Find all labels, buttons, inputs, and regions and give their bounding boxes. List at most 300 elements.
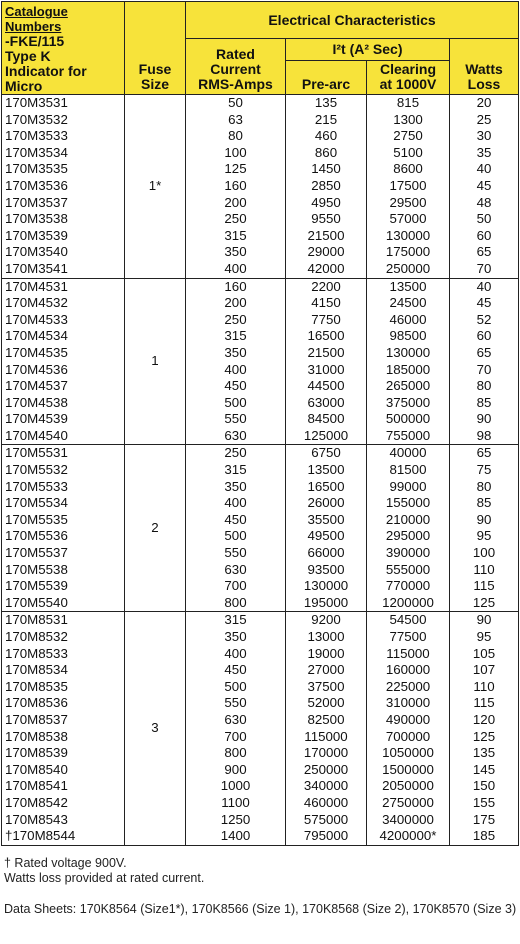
watts-loss-cell: 115 <box>450 578 519 595</box>
table-row <box>2 695 519 712</box>
clearing-cell: 46000 <box>367 312 450 329</box>
watts-loss-cell: 107 <box>450 662 519 679</box>
table-row <box>2 662 519 679</box>
catalogue-number-cell: 170M8536 <box>2 695 125 712</box>
prearc-cell: 19000 <box>286 646 367 663</box>
prearc-cell: 27000 <box>286 662 367 679</box>
prearc-cell: 52000 <box>286 695 367 712</box>
fuse-size-cell: 3 <box>125 612 186 845</box>
clearing-cell: 3400000 <box>367 812 450 829</box>
watts-loss-cell: 30 <box>450 128 519 145</box>
prearc-cell: 460 <box>286 128 367 145</box>
clearing-cell: 310000 <box>367 695 450 712</box>
watts-loss-cell: 90 <box>450 411 519 428</box>
prearc-cell: 135 <box>286 95 367 112</box>
watts-loss-cell: 52 <box>450 312 519 329</box>
watts-loss-cell: 25 <box>450 112 519 129</box>
rated-header-line: Current <box>210 61 261 77</box>
prearc-cell: 21500 <box>286 228 367 245</box>
catalogue-number-cell: 170M5531 <box>2 445 125 462</box>
catalogue-number-cell: 170M5538 <box>2 562 125 579</box>
watts-loss-cell: 85 <box>450 495 519 512</box>
catalogue-number-cell: 170M5536 <box>2 528 125 545</box>
catalogue-number-cell: 170M4540 <box>2 428 125 445</box>
catalogue-header-line: Indicator for <box>5 63 87 79</box>
fuse-size-header-line: Size <box>140 76 169 92</box>
catalogue-number-cell: 170M8534 <box>2 662 125 679</box>
table-row <box>2 362 519 379</box>
clearing-cell: 185000 <box>367 362 450 379</box>
clearing-cell: 1500000 <box>367 762 450 779</box>
rated-current-cell: 630 <box>186 562 286 579</box>
prearc-cell: 63000 <box>286 395 367 412</box>
watts-loss-cell: 60 <box>450 228 519 245</box>
prearc-cell: 125000 <box>286 428 367 445</box>
catalogue-number-cell: 170M4531 <box>2 278 125 295</box>
prearc-cell: 340000 <box>286 778 367 795</box>
clearing-header-line: at 1000V <box>379 76 437 92</box>
prearc-cell: 82500 <box>286 712 367 729</box>
clearing-cell: 390000 <box>367 545 450 562</box>
rated-current-cell: 80 <box>186 128 286 145</box>
table-row <box>2 679 519 696</box>
i2t-header: I²t (A² Sec) <box>286 39 450 61</box>
table-row <box>2 278 519 295</box>
clearing-cell: 57000 <box>367 211 450 228</box>
catalogue-number-cell: 170M8532 <box>2 629 125 646</box>
clearing-cell: 1200000 <box>367 595 450 612</box>
prearc-cell: 66000 <box>286 545 367 562</box>
prearc-cell: 16500 <box>286 479 367 496</box>
clearing-header <box>367 61 450 95</box>
rated-current-cell: 700 <box>186 729 286 746</box>
rated-current-cell: 200 <box>186 295 286 312</box>
catalogue-number-cell: 170M3532 <box>2 112 125 129</box>
catalogue-number-cell: 170M4536 <box>2 362 125 379</box>
clearing-cell: 29500 <box>367 195 450 212</box>
rated-current-cell: 315 <box>186 612 286 629</box>
watts-loss-cell: 50 <box>450 211 519 228</box>
clearing-cell: 2750000 <box>367 795 450 812</box>
watts-loss-cell: 100 <box>450 545 519 562</box>
table-row <box>2 778 519 795</box>
clearing-cell: 815 <box>367 95 450 112</box>
rated-header-line: RMS-Amps <box>198 76 273 92</box>
table-row <box>2 762 519 779</box>
clearing-cell: 2750 <box>367 128 450 145</box>
clearing-cell: 130000 <box>367 228 450 245</box>
table-row <box>2 261 519 278</box>
catalogue-number-cell: 170M5539 <box>2 578 125 595</box>
catalogue-number-cell: †170M8544 <box>2 828 125 845</box>
fuse-size-header-line: Fuse <box>138 61 172 77</box>
rated-current-cell: 350 <box>186 345 286 362</box>
watts-loss-cell: 110 <box>450 562 519 579</box>
prearc-cell: 860 <box>286 145 367 162</box>
watts-loss-cell: 115 <box>450 695 519 712</box>
watts-loss-cell: 155 <box>450 795 519 812</box>
prearc-cell: 93500 <box>286 562 367 579</box>
prearc-cell: 37500 <box>286 679 367 696</box>
prearc-cell: 170000 <box>286 745 367 762</box>
catalogue-header-line: Type K <box>5 48 51 64</box>
watts-loss-cell: 90 <box>450 512 519 529</box>
clearing-cell: 40000 <box>367 445 450 462</box>
clearing-cell: 24500 <box>367 295 450 312</box>
watts-header-line: Loss <box>467 76 501 92</box>
fuse-size-cell: 1 <box>125 278 186 445</box>
clearing-cell: 54500 <box>367 612 450 629</box>
rated-current-cell: 1100 <box>186 795 286 812</box>
prearc-cell: 13000 <box>286 629 367 646</box>
catalogue-number-cell: 170M4537 <box>2 378 125 395</box>
rated-current-cell: 160 <box>186 178 286 195</box>
watts-loss-cell: 80 <box>450 479 519 496</box>
data-sheets-line: Data Sheets: 170K8564 (Size1*), 170K8566 (Size 1), 170K8568 (Size 2), 170K8570 (Size 3) <box>4 901 517 916</box>
rated-current-cell: 160 <box>186 278 286 295</box>
catalogue-number-cell: 170M8543 <box>2 812 125 829</box>
rated-current-cell: 550 <box>186 695 286 712</box>
prearc-cell: 7750 <box>286 312 367 329</box>
prearc-cell: 6750 <box>286 445 367 462</box>
rated-current-cell: 450 <box>186 662 286 679</box>
table-row <box>2 128 519 145</box>
catalogue-number-cell: 170M3537 <box>2 195 125 212</box>
table-row <box>2 112 519 129</box>
table-row <box>2 795 519 812</box>
catalogue-number-cell: 170M4538 <box>2 395 125 412</box>
table-row <box>2 411 519 428</box>
rated-header-line: Rated <box>216 46 255 62</box>
watts-loss-cell: 105 <box>450 646 519 663</box>
table-row <box>2 595 519 612</box>
rated-current-cell: 125 <box>186 161 286 178</box>
table-row <box>2 712 519 729</box>
rated-current-cell: 630 <box>186 428 286 445</box>
rated-current-cell: 800 <box>186 595 286 612</box>
catalogue-header <box>2 2 125 95</box>
clearing-cell: 555000 <box>367 562 450 579</box>
table-row <box>2 828 519 845</box>
catalogue-number-cell: 170M5532 <box>2 462 125 479</box>
catalogue-number-cell: 170M3535 <box>2 161 125 178</box>
table-row <box>2 629 519 646</box>
clearing-cell: 4200000* <box>367 828 450 845</box>
rated-current-cell: 100 <box>186 145 286 162</box>
watts-loss-cell: 65 <box>450 244 519 261</box>
rated-current-cell: 350 <box>186 244 286 261</box>
clearing-cell: 155000 <box>367 495 450 512</box>
catalogue-number-cell: 170M8537 <box>2 712 125 729</box>
rated-current-cell: 315 <box>186 328 286 345</box>
rated-current-cell: 630 <box>186 712 286 729</box>
catalogue-number-cell: 170M3534 <box>2 145 125 162</box>
footnote-rated-voltage: † Rated voltage 900V. <box>4 855 127 870</box>
catalogue-number-cell: 170M4533 <box>2 312 125 329</box>
watts-loss-cell: 70 <box>450 261 519 278</box>
catalogue-number-cell: 170M8542 <box>2 795 125 812</box>
watts-loss-cell: 48 <box>450 195 519 212</box>
watts-loss-cell: 65 <box>450 345 519 362</box>
prearc-cell: 460000 <box>286 795 367 812</box>
rated-current-cell: 500 <box>186 528 286 545</box>
footnote-watts-loss: Watts loss provided at rated current. <box>4 871 205 886</box>
rated-current-cell: 500 <box>186 395 286 412</box>
table-row <box>2 512 519 529</box>
rated-current-cell: 400 <box>186 495 286 512</box>
prearc-cell: 9200 <box>286 612 367 629</box>
prearc-cell: 44500 <box>286 378 367 395</box>
prearc-cell: 21500 <box>286 345 367 362</box>
prearc-cell: 795000 <box>286 828 367 845</box>
table-row <box>2 479 519 496</box>
prearc-cell: 31000 <box>286 362 367 379</box>
prearc-cell: 575000 <box>286 812 367 829</box>
watts-loss-cell: 120 <box>450 712 519 729</box>
watts-loss-cell: 45 <box>450 178 519 195</box>
prearc-cell: 1450 <box>286 161 367 178</box>
table-body <box>2 95 519 846</box>
watts-header-line: Watts <box>465 61 503 77</box>
table-row <box>2 745 519 762</box>
rated-current-cell: 700 <box>186 578 286 595</box>
prearc-cell: 9550 <box>286 211 367 228</box>
clearing-cell: 490000 <box>367 712 450 729</box>
clearing-cell: 500000 <box>367 411 450 428</box>
watts-loss-cell: 85 <box>450 395 519 412</box>
table-row <box>2 395 519 412</box>
table-row <box>2 612 519 629</box>
catalogue-number-cell: 170M4535 <box>2 345 125 362</box>
table-row <box>2 145 519 162</box>
watts-loss-cell: 75 <box>450 462 519 479</box>
prearc-cell: 42000 <box>286 261 367 278</box>
clearing-cell: 160000 <box>367 662 450 679</box>
prearc-cell: 35500 <box>286 512 367 529</box>
rated-current-cell: 1250 <box>186 812 286 829</box>
table-row <box>2 345 519 362</box>
watts-loss-cell: 40 <box>450 161 519 178</box>
table-row <box>2 378 519 395</box>
rated-current-cell: 315 <box>186 462 286 479</box>
table-row <box>2 495 519 512</box>
clearing-cell: 98500 <box>367 328 450 345</box>
watts-loss-cell: 35 <box>450 145 519 162</box>
rated-current-cell: 550 <box>186 545 286 562</box>
table-row <box>2 462 519 479</box>
table-row <box>2 195 519 212</box>
table-row <box>2 161 519 178</box>
clearing-cell: 265000 <box>367 378 450 395</box>
rated-current-cell: 50 <box>186 95 286 112</box>
catalogue-header-line: -FKE/115 <box>5 33 65 49</box>
rated-current-cell: 1000 <box>186 778 286 795</box>
rated-current-cell: 500 <box>186 679 286 696</box>
catalogue-number-cell: 170M5537 <box>2 545 125 562</box>
catalogue-number-cell: 170M8540 <box>2 762 125 779</box>
clearing-cell: 5100 <box>367 145 450 162</box>
catalogue-number-cell: 170M8533 <box>2 646 125 663</box>
catalogue-number-cell: 170M5540 <box>2 595 125 612</box>
watts-loss-cell: 150 <box>450 778 519 795</box>
rated-current-cell: 900 <box>186 762 286 779</box>
catalogue-number-cell: 170M4539 <box>2 411 125 428</box>
watts-loss-cell: 110 <box>450 679 519 696</box>
clearing-cell: 77500 <box>367 629 450 646</box>
catalogue-header-line: Catalogue Numbers <box>5 4 68 34</box>
table-row <box>2 812 519 829</box>
footnotes <box>4 856 520 887</box>
catalogue-number-cell: 170M8541 <box>2 778 125 795</box>
watts-loss-cell: 185 <box>450 828 519 845</box>
clearing-cell: 175000 <box>367 244 450 261</box>
prearc-cell: 49500 <box>286 528 367 545</box>
catalogue-number-cell: 170M4534 <box>2 328 125 345</box>
watts-loss-cell: 95 <box>450 629 519 646</box>
watts-loss-header <box>450 39 519 95</box>
watts-loss-cell: 145 <box>450 762 519 779</box>
watts-loss-cell: 40 <box>450 278 519 295</box>
rated-current-cell: 250 <box>186 211 286 228</box>
watts-loss-cell: 98 <box>450 428 519 445</box>
prearc-cell: 84500 <box>286 411 367 428</box>
clearing-cell: 2050000 <box>367 778 450 795</box>
watts-loss-cell: 175 <box>450 812 519 829</box>
prearc-cell: 13500 <box>286 462 367 479</box>
clearing-cell: 81500 <box>367 462 450 479</box>
clearing-cell: 115000 <box>367 646 450 663</box>
catalogue-number-cell: 170M5533 <box>2 479 125 496</box>
fuse-size-cell: 2 <box>125 445 186 612</box>
table-row <box>2 646 519 663</box>
clearing-cell: 375000 <box>367 395 450 412</box>
prearc-cell: 16500 <box>286 328 367 345</box>
rated-current-cell: 450 <box>186 378 286 395</box>
table-row <box>2 428 519 445</box>
rated-current-cell: 450 <box>186 512 286 529</box>
rated-current-cell: 315 <box>186 228 286 245</box>
prearc-cell: 2200 <box>286 278 367 295</box>
catalogue-number-cell: 170M3539 <box>2 228 125 245</box>
table-row <box>2 178 519 195</box>
watts-loss-cell: 95 <box>450 528 519 545</box>
rated-current-cell: 1400 <box>186 828 286 845</box>
watts-loss-cell: 135 <box>450 745 519 762</box>
clearing-cell: 13500 <box>367 278 450 295</box>
clearing-cell: 1300 <box>367 112 450 129</box>
prearc-cell: 4150 <box>286 295 367 312</box>
clearing-cell: 99000 <box>367 479 450 496</box>
watts-loss-cell: 60 <box>450 328 519 345</box>
clearing-cell: 1050000 <box>367 745 450 762</box>
table-row <box>2 545 519 562</box>
clearing-cell: 225000 <box>367 679 450 696</box>
clearing-header-line: Clearing <box>379 61 436 77</box>
watts-loss-cell: 90 <box>450 612 519 629</box>
fuse-size-cell: 1* <box>125 95 186 279</box>
table-row <box>2 244 519 261</box>
catalogue-number-cell: 170M8535 <box>2 679 125 696</box>
rated-current-cell: 63 <box>186 112 286 129</box>
rated-current-header <box>186 39 286 95</box>
clearing-cell: 130000 <box>367 345 450 362</box>
catalogue-number-cell: 170M3538 <box>2 211 125 228</box>
catalogue-number-cell: 170M3531 <box>2 95 125 112</box>
table-row <box>2 445 519 462</box>
rated-current-cell: 400 <box>186 646 286 663</box>
rated-current-cell: 350 <box>186 479 286 496</box>
prearc-header: Pre-arc <box>286 61 367 95</box>
rated-current-cell: 550 <box>186 411 286 428</box>
catalogue-number-cell: 170M8531 <box>2 612 125 629</box>
table-row <box>2 562 519 579</box>
catalogue-number-cell: 170M8538 <box>2 729 125 746</box>
prearc-cell: 4950 <box>286 195 367 212</box>
catalogue-header-line: Micro <box>5 78 43 94</box>
clearing-cell: 700000 <box>367 729 450 746</box>
prearc-cell: 215 <box>286 112 367 129</box>
prearc-cell: 250000 <box>286 762 367 779</box>
electrical-characteristics-header: Electrical Characteristics <box>186 2 519 39</box>
catalogue-number-cell: 170M3540 <box>2 244 125 261</box>
clearing-cell: 755000 <box>367 428 450 445</box>
catalogue-number-cell: 170M5534 <box>2 495 125 512</box>
rated-current-cell: 250 <box>186 445 286 462</box>
watts-loss-cell: 125 <box>450 729 519 746</box>
rated-current-cell: 400 <box>186 362 286 379</box>
clearing-cell: 770000 <box>367 578 450 595</box>
catalogue-number-cell: 170M3533 <box>2 128 125 145</box>
prearc-cell: 2850 <box>286 178 367 195</box>
table-row <box>2 228 519 245</box>
clearing-cell: 210000 <box>367 512 450 529</box>
table-header <box>2 2 519 95</box>
prearc-cell: 26000 <box>286 495 367 512</box>
prearc-cell: 195000 <box>286 595 367 612</box>
watts-loss-cell: 45 <box>450 295 519 312</box>
rated-current-cell: 800 <box>186 745 286 762</box>
table-row <box>2 528 519 545</box>
catalogue-number-cell: 170M5535 <box>2 512 125 529</box>
table-row <box>2 211 519 228</box>
table-row <box>2 295 519 312</box>
fuse-size-header <box>125 2 186 95</box>
rated-current-cell: 200 <box>186 195 286 212</box>
prearc-cell: 29000 <box>286 244 367 261</box>
rated-current-cell: 350 <box>186 629 286 646</box>
table-row <box>2 95 519 112</box>
watts-loss-cell: 80 <box>450 378 519 395</box>
prearc-cell: 130000 <box>286 578 367 595</box>
clearing-cell: 250000 <box>367 261 450 278</box>
table-row <box>2 729 519 746</box>
clearing-cell: 295000 <box>367 528 450 545</box>
rated-current-cell: 400 <box>186 261 286 278</box>
table-row <box>2 328 519 345</box>
watts-loss-cell: 125 <box>450 595 519 612</box>
watts-loss-cell: 70 <box>450 362 519 379</box>
catalogue-number-cell: 170M4532 <box>2 295 125 312</box>
catalogue-number-cell: 170M3541 <box>2 261 125 278</box>
rated-current-cell: 250 <box>186 312 286 329</box>
prearc-cell: 115000 <box>286 729 367 746</box>
catalogue-number-cell: 170M3536 <box>2 178 125 195</box>
fuse-spec-table <box>1 1 519 846</box>
fuse-spec-document <box>0 1 520 916</box>
watts-loss-cell: 20 <box>450 95 519 112</box>
table-row <box>2 312 519 329</box>
clearing-cell: 8600 <box>367 161 450 178</box>
